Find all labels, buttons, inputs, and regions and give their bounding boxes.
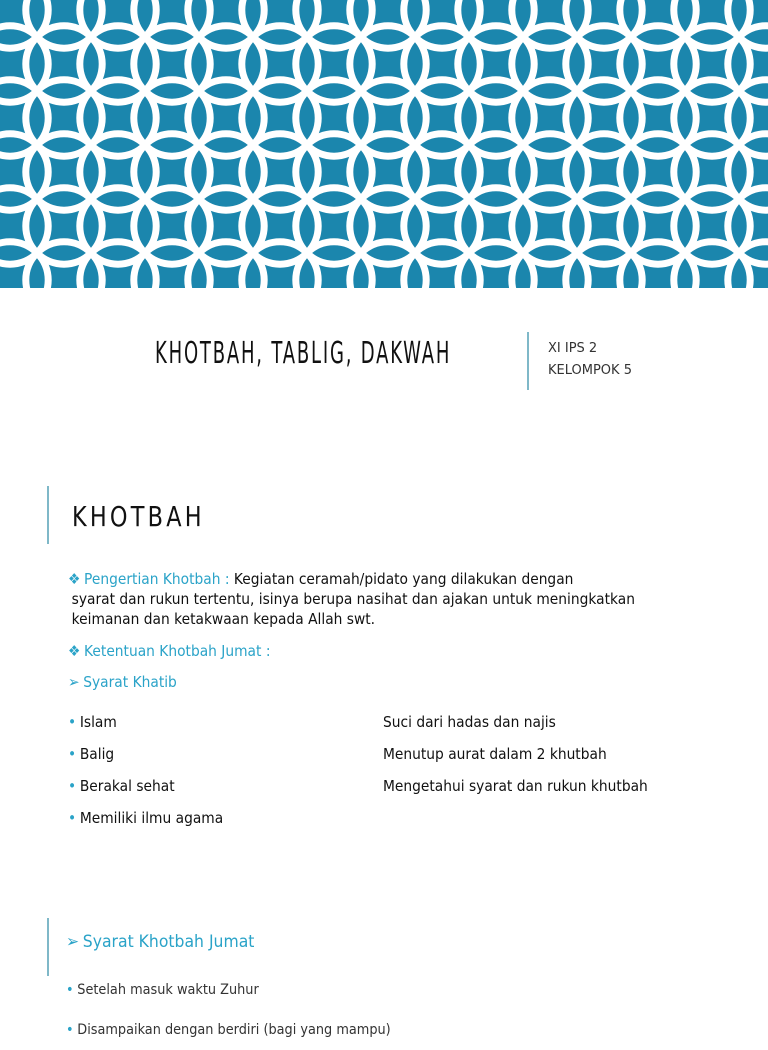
arrow-bullet-icon: ➢ [66,932,80,952]
definition-line: keimanan dan ketakwaan kepada Allah swt. [71,610,376,628]
list-item: Suci dari hadas dan najis [383,713,556,731]
group-label: KELOMPOK 5 [548,363,632,378]
arrow-bullet-icon: ➢ [68,673,80,691]
section-heading: KHOTBAH [72,500,205,533]
syarat-khatib-heading [68,673,177,691]
list-item: Menutup aurat dalam 2 khutbah [383,745,607,763]
right-list [383,706,648,802]
class-label: XI IPS 2 [548,341,598,356]
definition-paragraph [68,569,635,629]
heading-accent-bar [47,486,49,544]
list-item: • Memiliki ilmu agama [68,809,224,827]
list-item: • Islam [68,713,117,731]
syarat-khatib-label: Syarat Khatib [83,673,177,691]
definition-line: syarat dan rukun tertentu, isinya berupa nasihat dan ajakan untuk meningkatkan [71,590,635,608]
definition-label: Pengertian Khotbah : [84,570,230,588]
list-item: • Disampaikan dengan berdiri (bagi yang mampu) [66,1022,391,1038]
ketentuan-label: Ketentuan Khotbah Jumat : [84,642,271,660]
pattern-banner [0,0,768,288]
heading-accent-bar [47,918,49,976]
syarat-khotbah-label: Syarat Khotbah Jumat [82,932,255,952]
syarat-list [66,970,391,1050]
list-item: Mengetahui syarat dan rukun khutbah [383,777,648,795]
definition-line: Kegiatan ceramah/pidato yang dilakukan dengan [233,570,574,588]
list-item: • Balig [68,745,115,763]
list-item: • Berakal sehat [68,777,175,795]
divider [527,332,529,390]
diamond-bullet-icon: ❖ [68,570,81,588]
ketentuan-heading [68,642,270,660]
left-list [68,706,223,834]
list-item: • Setelah masuk waktu Zuhur [66,982,259,998]
diamond-bullet-icon: ❖ [68,642,81,660]
presentation-title: KHOTBAH, TABLIG, DAKWAH [155,336,452,371]
syarat-khotbah-heading [66,932,254,952]
